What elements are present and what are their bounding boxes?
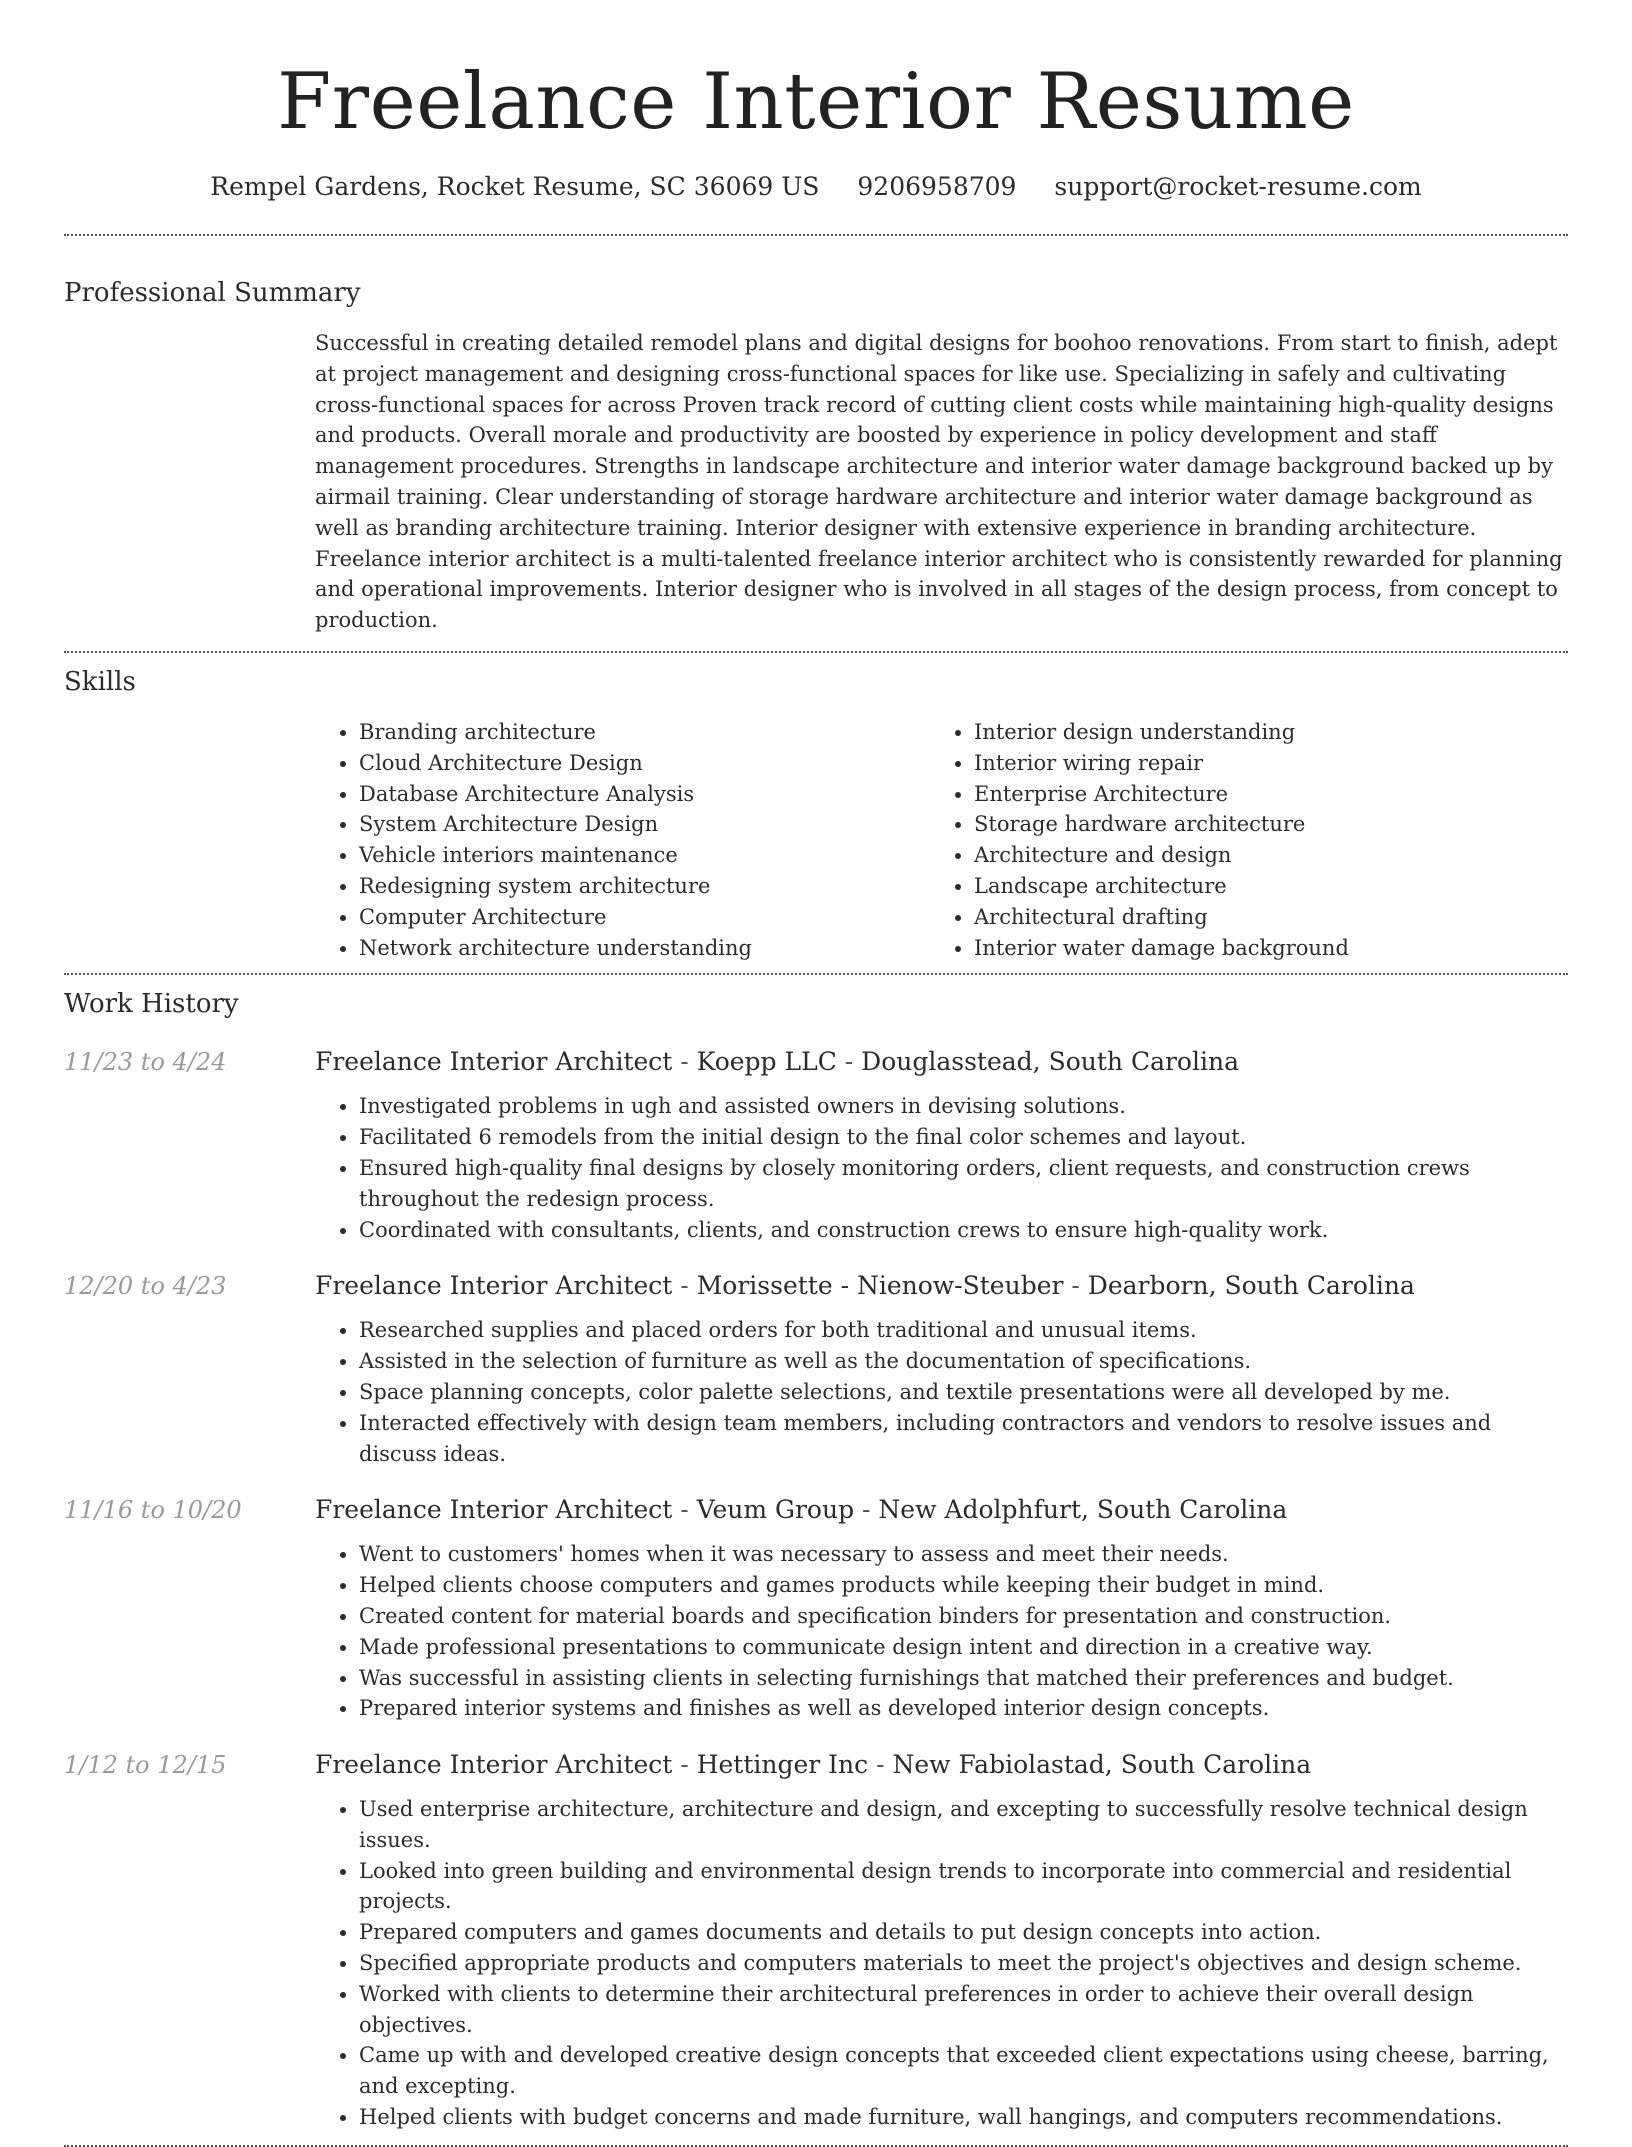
job-heading: Freelance Interior Architect - Veum Group - New Adolphfurt, South Carolina xyxy=(315,1495,1288,1525)
job-location: Dearborn, South Carolina xyxy=(1087,1271,1415,1301)
job-company: Veum Group xyxy=(696,1495,855,1525)
job-details xyxy=(315,1269,1568,1469)
job-bullet: • Coordinated with consultants, clients, and construction crews to ensure high-quality work. xyxy=(359,1215,1568,1246)
job-company: Koepp LLC xyxy=(696,1047,837,1077)
skills-section xyxy=(64,653,1568,973)
job-details xyxy=(315,1748,1568,2133)
job-heading: Freelance Interior Architect - Hettinger Inc - New Fabiolastad, South Carolina xyxy=(315,1750,1312,1780)
skill-item: • Network architecture understanding xyxy=(359,933,930,964)
job-bullet: • Went to customers' homes when it was necessary to assess and meet their needs. xyxy=(359,1539,1568,1570)
job-dates: 11/23 to 4/24 xyxy=(64,1048,227,1077)
skill-item: • Landscape architecture xyxy=(974,871,1545,902)
skills-columns xyxy=(315,717,1568,973)
job-bullet: • Space planning concepts, color palette selections, and textile presentations were all developed by me. xyxy=(359,1377,1568,1408)
contact-email: support@rocket-resume.com xyxy=(1054,172,1422,201)
job-location: New Fabiolastad, South Carolina xyxy=(892,1750,1312,1780)
job-bullet: • Created content for material boards and specification binders for presentation and construction. xyxy=(359,1601,1568,1632)
job-role: Freelance Interior Architect xyxy=(315,1495,673,1525)
job-entry xyxy=(64,1748,1568,2133)
job-bullets xyxy=(315,1315,1568,1469)
contact-phone: 9206958709 xyxy=(857,172,1017,201)
summary-heading: Professional Summary xyxy=(64,278,361,308)
skill-item: • Redesigning system architecture xyxy=(359,871,930,902)
job-company: Morissette - Nienow-Steuber xyxy=(696,1271,1064,1301)
skill-item: • Enterprise Architecture xyxy=(974,779,1545,810)
job-bullet: • Was successful in assisting clients in selecting furnishings that matched their preferences and budget. xyxy=(359,1663,1568,1694)
skills-list-right xyxy=(930,717,1545,963)
job-bullet: • Used enterprise architecture, architecture and design, and excepting to successfully resolve technical design issues. xyxy=(359,1794,1568,1856)
job-bullet: • Helped clients with budget concerns and made furniture, wall hangings, and computers recommendations. xyxy=(359,2102,1568,2133)
job-entry xyxy=(64,1493,1568,1724)
job-bullet: • Made professional presentations to communicate design intent and direction in a creative way. xyxy=(359,1632,1568,1663)
job-heading: Freelance Interior Architect - Koepp LLC - Douglasstead, South Carolina xyxy=(315,1047,1239,1077)
job-location: Douglasstead, South Carolina xyxy=(861,1047,1239,1077)
job-bullet: • Assisted in the selection of furniture as well as the documentation of specifications. xyxy=(359,1346,1568,1377)
job-bullet: • Researched supplies and placed orders for both traditional and unusual items. xyxy=(359,1315,1568,1346)
job-bullet: • Looked into green building and environmental design trends to incorporate into commercial and residential projects. xyxy=(359,1856,1568,1918)
job-bullet: • Helped clients choose computers and games products while keeping their budget in mind. xyxy=(359,1570,1568,1601)
job-dates: 1/12 to 12/15 xyxy=(64,1751,227,1780)
job-bullet: • Facilitated 6 remodels from the initial design to the final color schemes and layout. xyxy=(359,1122,1568,1153)
job-heading: Freelance Interior Architect - Morissette - Nienow-Steuber - Dearborn, South Carolina xyxy=(315,1271,1415,1301)
job-bullet: • Investigated problems in ugh and assisted owners in devising solutions. xyxy=(359,1091,1568,1122)
skill-item: • Branding architecture xyxy=(359,717,930,748)
job-location: New Adolphfurt, South Carolina xyxy=(878,1495,1288,1525)
work-heading: Work History xyxy=(64,989,239,1020)
job-details xyxy=(315,1045,1568,1245)
job-bullet: • Came up with and developed creative design concepts that exceeded client expectations using cheese, barring, and excepting. xyxy=(359,2040,1568,2102)
job-dates: 11/16 to 10/20 xyxy=(64,1496,242,1525)
summary-section xyxy=(64,236,1568,651)
job-bullets xyxy=(315,1794,1568,2133)
skill-item: • Interior water damage background xyxy=(974,933,1545,964)
skills-heading: Skills xyxy=(64,666,136,697)
job-entry xyxy=(64,1269,1568,1469)
contact-address: Rempel Gardens, Rocket Resume, SC 36069 US xyxy=(210,172,820,201)
skill-item: • Architectural drafting xyxy=(974,902,1545,933)
job-bullet: • Prepared computers and games documents and details to put design concepts into action. xyxy=(359,1917,1568,1948)
job-bullet: • Worked with clients to determine their architectural preferences in order to achieve their overall design objectives. xyxy=(359,1979,1568,2041)
job-entry xyxy=(64,1045,1568,1245)
job-role: Freelance Interior Architect xyxy=(315,1750,673,1780)
resume-title: Freelance Interior Resume xyxy=(277,57,1355,147)
skill-item: • System Architecture Design xyxy=(359,809,930,840)
skill-item: • Architecture and design xyxy=(974,840,1545,871)
job-bullet: • Specified appropriate products and computers materials to meet the project's objectives and design scheme. xyxy=(359,1948,1568,1979)
skills-list-left xyxy=(315,717,930,963)
job-role: Freelance Interior Architect xyxy=(315,1271,673,1301)
skill-item: • Interior wiring repair xyxy=(974,748,1545,779)
skill-item: • Cloud Architecture Design xyxy=(359,748,930,779)
skill-item: • Storage hardware architecture xyxy=(974,809,1545,840)
summary-text: Successful in creating detailed remodel plans and digital designs for boohoo renovations. From start to finish, adept at project management and designing cross-functional spaces for like use. Specializing in safely and cultivating cross-functional spaces for across Proven track record of cutting client costs while maintaining high-quality designs and products. Overall morale and productivity are boosted by experience in policy development and staff management procedures. Strengths in landscape architecture and interior water damage background backed up by airmail training. Clear understanding of storage hardware architecture and interior water damage background as well as branding architecture training. Interior designer with extensive experience in branding architecture. Freelance interior architect is a multi-talented freelance interior architect who is consistently rewarded for planning and operational improvements. Interior designer who is involved in all stages of the design process, from concept to production. xyxy=(315,331,1563,633)
work-section xyxy=(64,975,1568,2133)
job-bullets xyxy=(315,1539,1568,1724)
skill-item: • Database Architecture Analysis xyxy=(359,779,930,810)
skill-item: • Interior design understanding xyxy=(974,717,1545,748)
job-bullet: • Ensured high-quality final designs by closely monitoring orders, client requests, and construction crews throughout the redesign process. xyxy=(359,1153,1568,1215)
job-dates: 12/20 to 4/23 xyxy=(64,1272,227,1301)
skill-item: • Computer Architecture xyxy=(359,902,930,933)
skill-item: • Vehicle interiors maintenance xyxy=(359,840,930,871)
job-bullet: • Interacted effectively with design team members, including contractors and vendors to resolve issues and discuss ideas. xyxy=(359,1408,1568,1470)
job-details xyxy=(315,1493,1568,1724)
contact-line xyxy=(64,170,1568,204)
job-company: Hettinger Inc xyxy=(696,1750,869,1780)
job-bullets xyxy=(315,1091,1568,1245)
job-bullet: • Prepared interior systems and finishes as well as developed interior design concepts. xyxy=(359,1693,1568,1724)
job-role: Freelance Interior Architect xyxy=(315,1047,673,1077)
